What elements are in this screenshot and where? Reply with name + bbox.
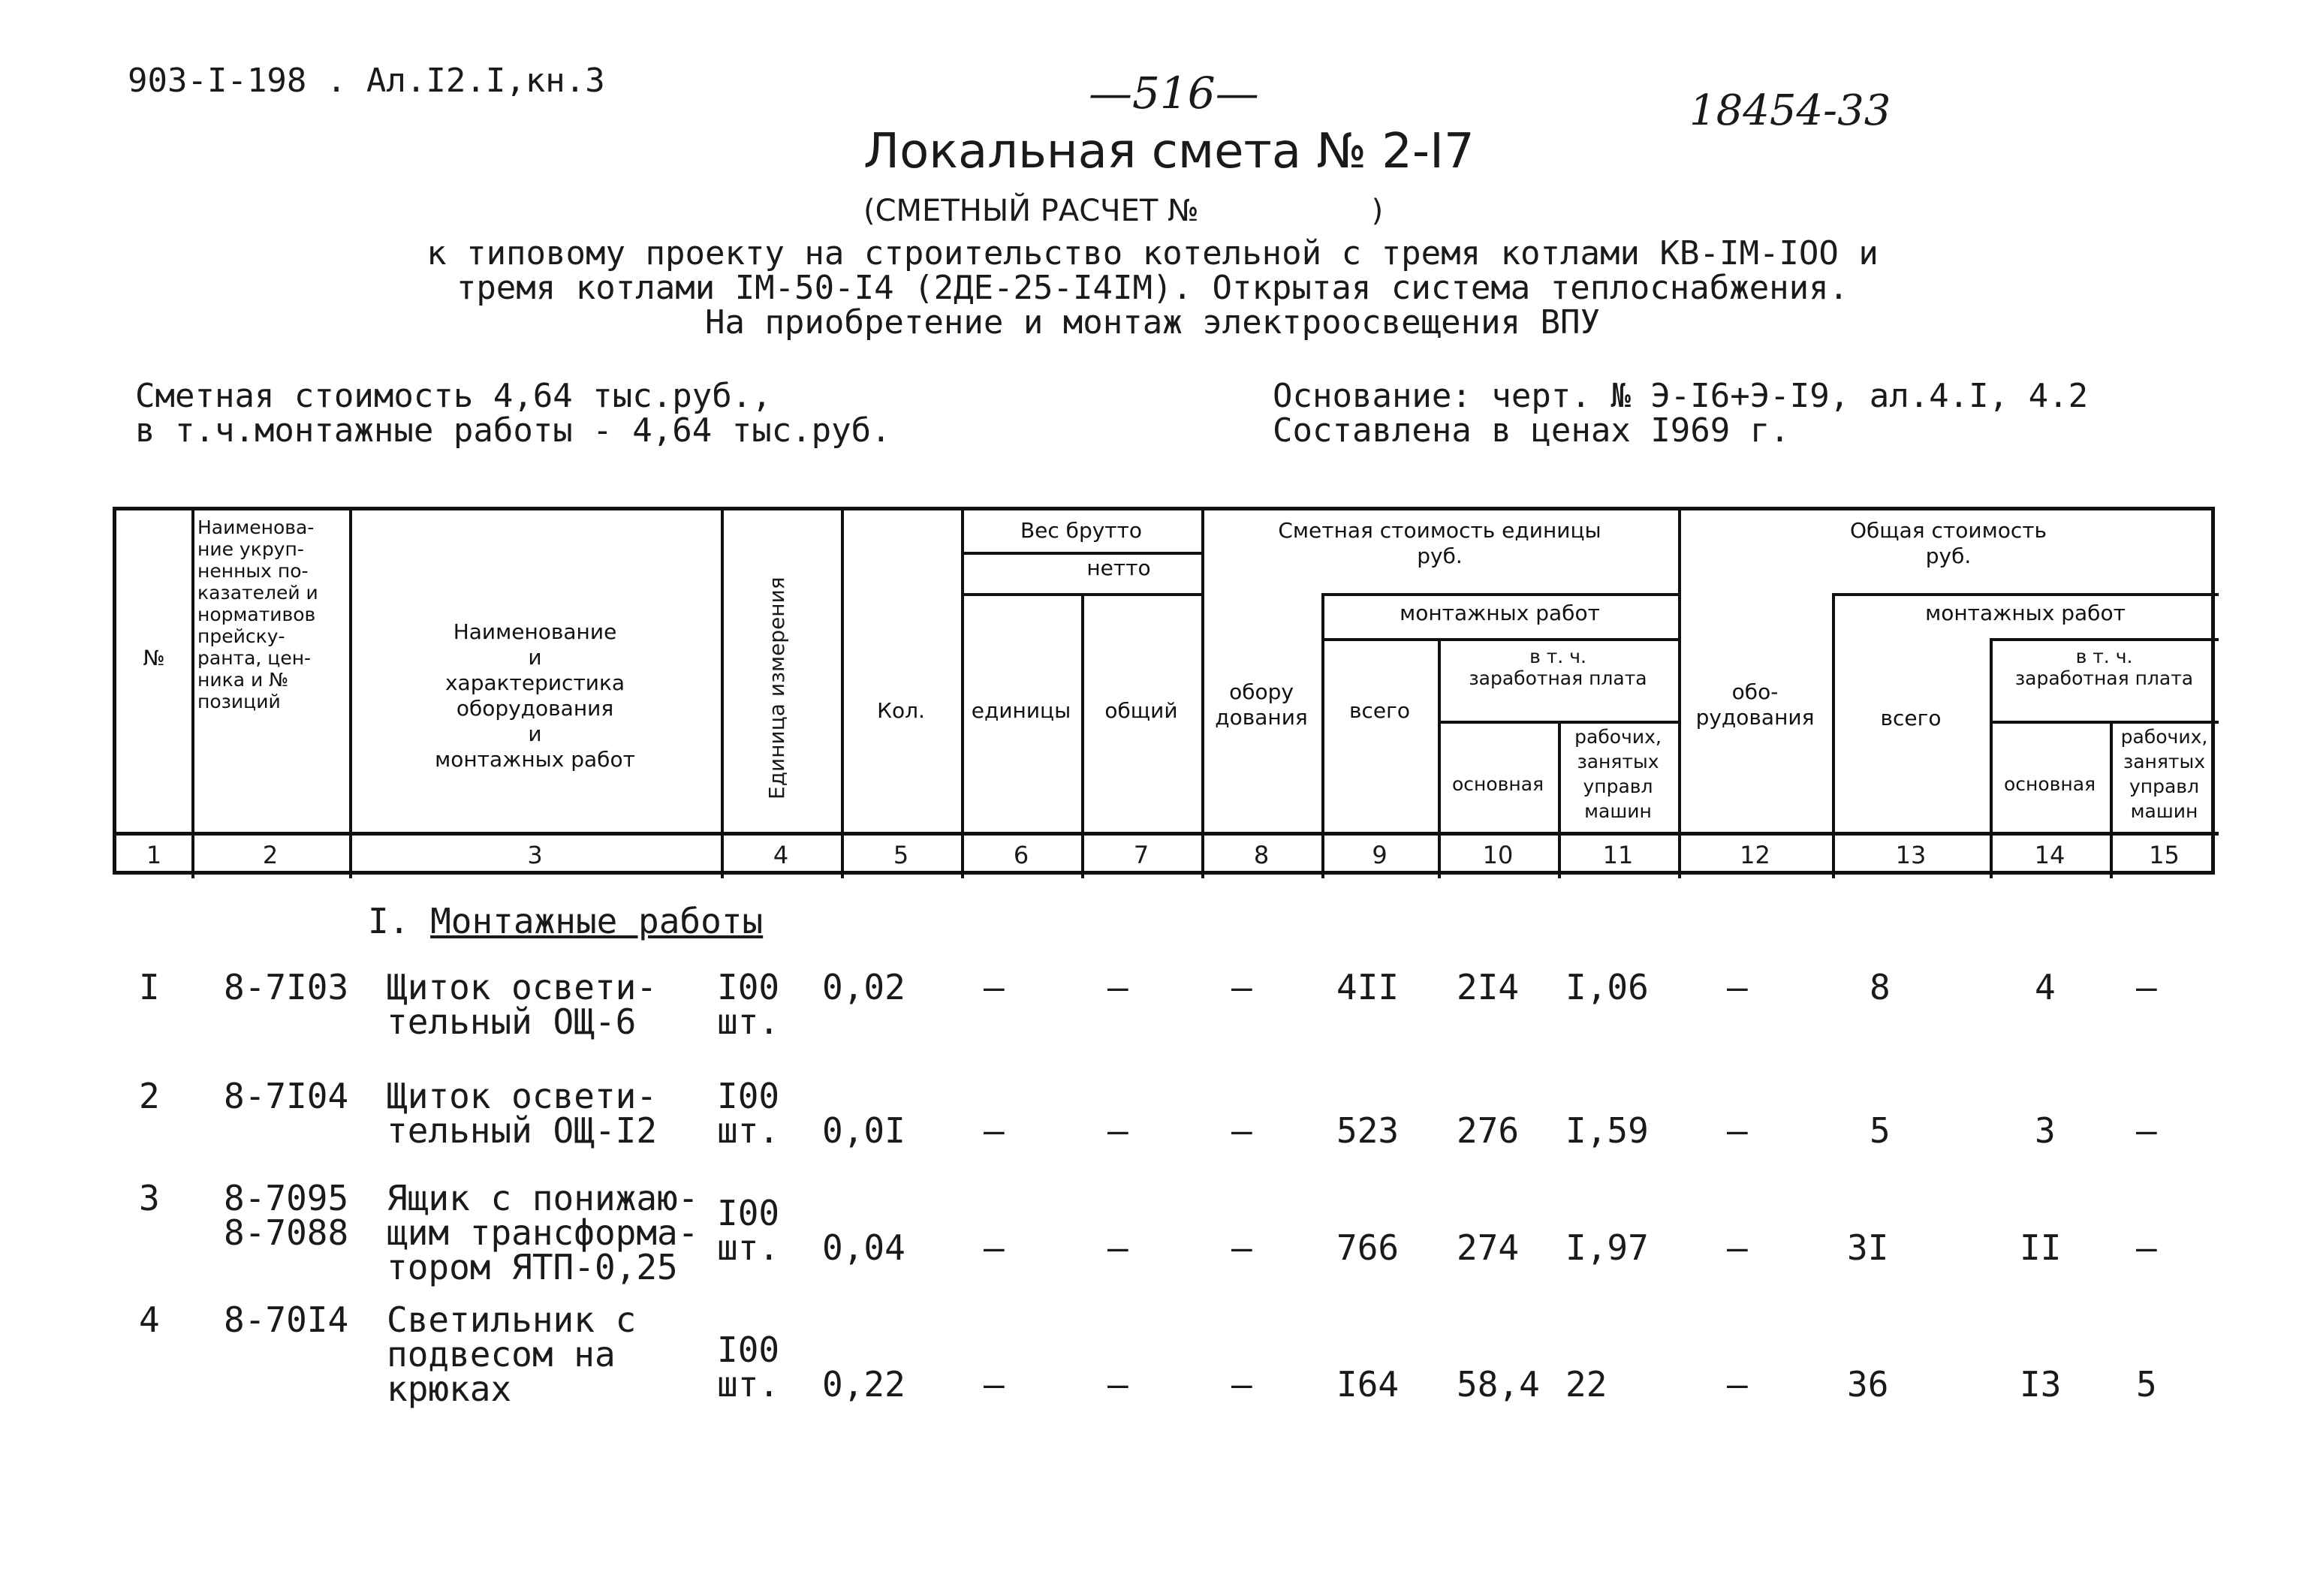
row-name: Ящик с понижаю- щим трансформа- тором ЯТП-0,25 (387, 1178, 699, 1287)
section-number: I. (368, 901, 410, 941)
row-unit: I00 шт. (717, 967, 780, 1042)
row-total-sum: 8 (1870, 967, 1891, 1007)
basis-summary (1273, 379, 2088, 448)
row-wage: 58,4 (1457, 1364, 1540, 1405)
section-name: Монтажные работы (430, 901, 764, 941)
col-number: 3 (527, 841, 543, 869)
row-machines-total: – (2136, 1110, 2157, 1151)
row-machines: I,06 (1565, 967, 1649, 1007)
row-equipment-total: – (1727, 1110, 1748, 1151)
header-incl-wages-total: в т. ч. заработная плата (2014, 646, 2194, 689)
row-name: Щиток освети- тельный ОЩ-I2 (387, 1076, 658, 1151)
row-qty: 0,02 (822, 967, 905, 1007)
description-line: тремя котлами IM-50-I4 (2ДЕ-25-I4IM). Открытая система теплоснабжения. (456, 269, 1849, 307)
header-weight-net: нетто (1086, 556, 1151, 580)
row-total-sum: 36 (1847, 1364, 1889, 1405)
header-total-cost: Общая стоимость руб. (1849, 518, 2047, 568)
row-wage: 2I4 (1457, 967, 1520, 1007)
header-no: № (143, 646, 165, 670)
row-unit: I00 шт. (717, 1193, 780, 1268)
header-equipment: обору дования (1215, 679, 1308, 730)
row-weight-unit: – (984, 1227, 1005, 1268)
section-title (368, 901, 763, 941)
row-equipment: – (1231, 1110, 1252, 1151)
header-install-works: монтажных работ (1400, 601, 1600, 625)
row-equipment: – (1231, 967, 1252, 1007)
row-weight-total: – (1107, 1364, 1128, 1405)
row-weight-unit: – (984, 1364, 1005, 1405)
row-machines-total: 5 (2136, 1364, 2157, 1405)
row-name: Светильник с подвесом на крюках (387, 1299, 637, 1409)
row-code: 8-70I4 (224, 1299, 349, 1340)
row-equipment: – (1231, 1364, 1252, 1405)
row-wage-total: II (2020, 1227, 2062, 1268)
page-number: —516— (1089, 68, 1259, 119)
row-wage-total: I3 (2020, 1364, 2062, 1405)
row-machines-total: – (2136, 1227, 2157, 1268)
row-total: 766 (1336, 1227, 1400, 1268)
header-wage-machines-total: рабочих, занятых управл машин (2120, 726, 2208, 822)
header-install-works-total: монтажных работ (1925, 601, 2126, 625)
document-title: Локальная смета № 2-I7 (863, 124, 1475, 179)
header-weight-unit: единицы (971, 698, 1071, 723)
subtitle-open: (СМЕТНЫЙ РАСЧЕТ № (863, 194, 1199, 228)
col-number: 9 (1372, 841, 1388, 869)
cost-summary (135, 379, 891, 448)
row-number: 3 (139, 1178, 160, 1218)
subtitle-close: ) (1371, 194, 1384, 228)
row-machines: I,97 (1565, 1227, 1649, 1268)
col-number: 4 (773, 841, 789, 869)
document-code: 903-I-198 . Ал.I2.I,кн.3 (128, 62, 605, 100)
row-total: 523 (1336, 1110, 1400, 1151)
description-line: На приобретение и монтаж электроосвещения ВПУ (704, 303, 1601, 342)
row-equipment-total: – (1727, 967, 1748, 1007)
col-number: 11 (1602, 841, 1634, 869)
header-weight-total: общий (1104, 698, 1178, 723)
row-equipment-total: – (1727, 1364, 1748, 1405)
row-qty: 0,22 (822, 1364, 905, 1405)
header-code: Наименова- ние укруп- ненных по- казателей и нормативов прейску- ранта, цен- ника и № позиций (197, 516, 318, 712)
document-subtitle (863, 194, 1383, 228)
row-total-sum: 5 (1870, 1110, 1891, 1151)
row-weight-unit: – (984, 1110, 1005, 1151)
col-number: 6 (1013, 841, 1029, 869)
row-weight-total: – (1107, 1110, 1128, 1151)
header-unit-cost: Сметная стоимость единицы руб. (1278, 518, 1601, 568)
header-equipment-total: обо- рудования (1695, 679, 1815, 730)
row-equipment-total: – (1727, 1227, 1748, 1268)
row-name: Щиток освети- тельный ОЩ-6 (387, 967, 658, 1042)
row-code: 8-7095 8-7088 (224, 1178, 349, 1253)
row-wage-total: 3 (2035, 1110, 2056, 1151)
header-qty: Кол. (877, 698, 925, 723)
header-weight-gross: Вес брутто (1020, 518, 1143, 543)
header-incl-wages: в т. ч. заработная плата (1469, 646, 1647, 689)
header-wage-machines: рабочих, занятых управл машин (1574, 726, 1662, 822)
col-number: 12 (1740, 841, 1770, 869)
installation-cost: в т.ч.монтажные работы - 4,64 тыс.руб. (135, 411, 891, 450)
row-wage: 276 (1457, 1110, 1520, 1151)
row-number: 2 (139, 1076, 160, 1116)
col-number: 5 (893, 841, 909, 869)
row-unit: I00 шт. (717, 1329, 780, 1405)
row-number: I (139, 967, 160, 1007)
row-code: 8-7I03 (224, 967, 349, 1007)
col-number: 1 (146, 841, 162, 869)
header-total-sum: всего (1880, 706, 1942, 730)
price-year: Составлена в ценах I969 г. (1273, 411, 1790, 450)
description-line: к типовому проекту на строительство котельной с тремя котлами КВ-IM-IOO и (426, 234, 1879, 273)
row-machines: 22 (1565, 1364, 1607, 1405)
row-weight-total: – (1107, 1227, 1128, 1268)
estimated-cost: Сметная стоимость 4,64 тыс.руб., (135, 377, 772, 415)
row-qty: 0,04 (822, 1227, 905, 1268)
row-equipment: – (1231, 1227, 1252, 1268)
row-weight-unit: – (984, 967, 1005, 1007)
row-machines: I,59 (1565, 1110, 1649, 1151)
row-unit: I00 шт. (717, 1076, 780, 1151)
col-number: 14 (2034, 841, 2065, 869)
col-number: 15 (2149, 841, 2180, 869)
row-number: 4 (139, 1299, 160, 1340)
estimate-table-header (113, 507, 2215, 875)
basis-reference: Основание: черт. № Э-I6+Э-I9, ал.4.I, 4.2 (1273, 377, 2089, 415)
col-number: 2 (262, 841, 279, 869)
row-qty: 0,0I (822, 1110, 905, 1151)
row-total: I64 (1336, 1364, 1400, 1405)
col-number: 7 (1133, 841, 1149, 869)
row-code: 8-7I04 (224, 1076, 349, 1116)
project-description (0, 236, 2305, 340)
row-wage-total: 4 (2035, 967, 2056, 1007)
col-number: 8 (1253, 841, 1270, 869)
header-wage-basic-total: основная (2003, 773, 2096, 795)
row-total: 4II (1336, 967, 1400, 1007)
header-wage-basic: основная (1451, 773, 1544, 795)
row-weight-total: – (1107, 967, 1128, 1007)
col-number: 13 (1895, 841, 1927, 869)
header-name: Наименование и характеристика оборудования и монтажных работ (435, 619, 635, 772)
header-unit: Единица измерения (764, 577, 789, 800)
row-wage: 274 (1457, 1227, 1520, 1268)
row-total-sum: 3I (1847, 1227, 1889, 1268)
archive-number: 18454-33 (1689, 86, 1891, 135)
header-total: всего (1349, 698, 1410, 723)
row-machines-total: – (2136, 967, 2157, 1007)
col-number: 10 (1482, 841, 1514, 869)
